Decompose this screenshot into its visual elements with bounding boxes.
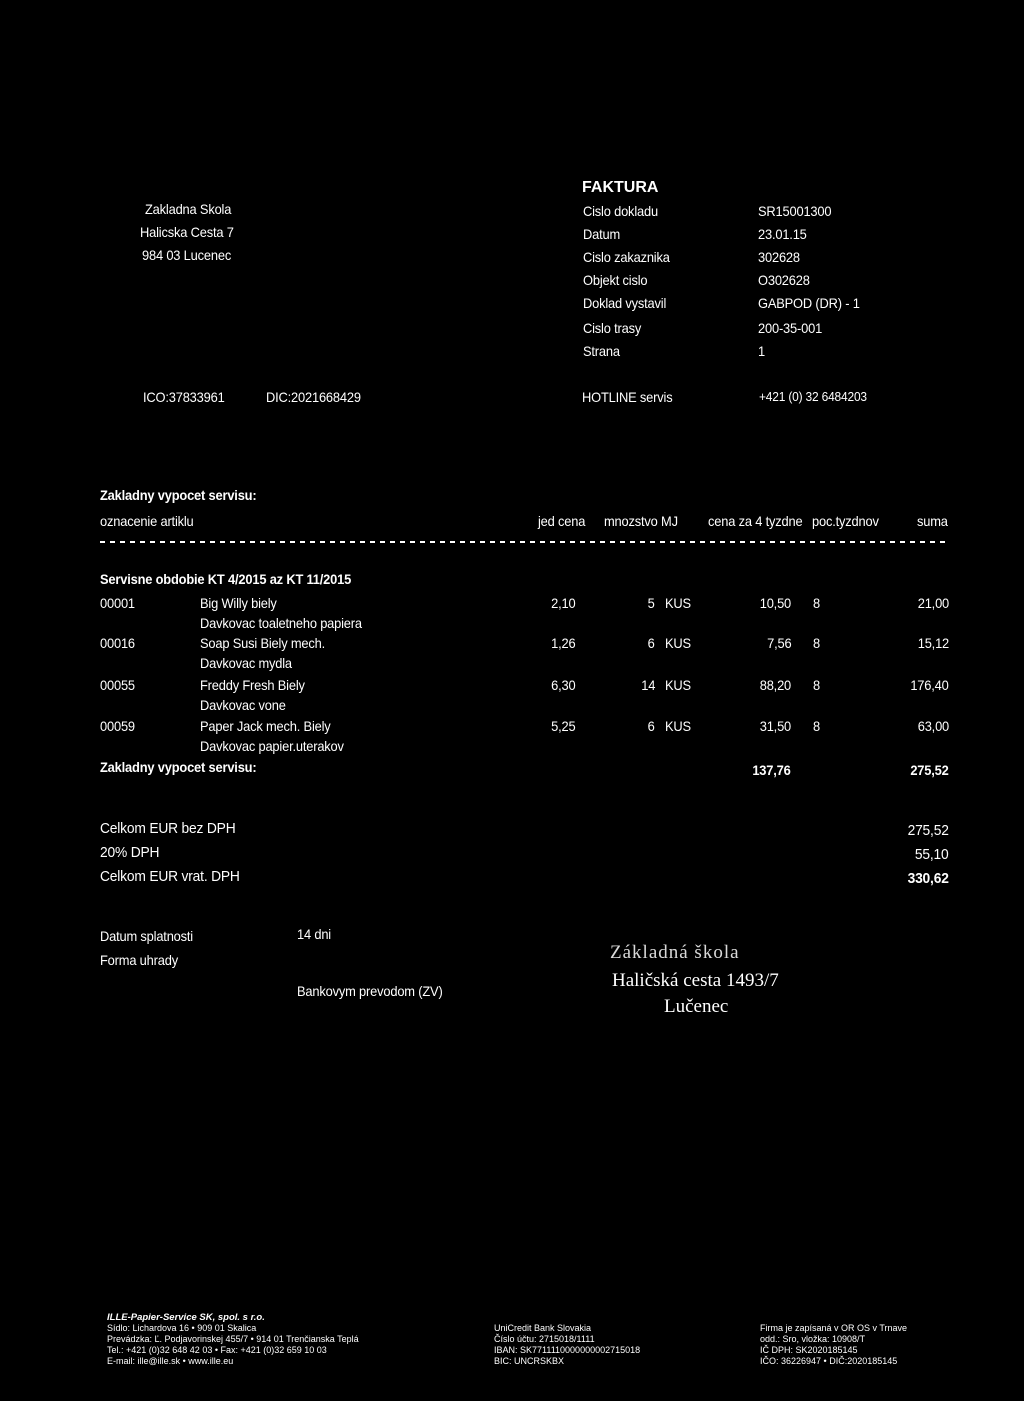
field-label: Objekt cislo <box>583 272 648 288</box>
footer-company-line: Prevádzka: Ľ. Podjavorinskej 455/7 • 914 01 Trenčianska Teplá <box>107 1334 359 1344</box>
field-value: 1 <box>758 343 765 359</box>
field-label: Strana <box>583 343 620 359</box>
section-total-sum: 275,52 <box>910 762 949 778</box>
recipient-city: 984 03 Lucenec <box>142 247 232 263</box>
due-value: 14 dni <box>297 926 331 942</box>
item-unit-price: 2,10 <box>550 595 575 611</box>
item-unit-price: 6,30 <box>550 677 575 693</box>
footer-company-line: Sídlo: Lichardova 16 • 909 01 Skalica <box>107 1323 257 1333</box>
stamp-line-1: Základná škola <box>610 942 740 963</box>
service-period: Servisne obdobie KT 4/2015 az KT 11/2015 <box>100 571 352 587</box>
item-qty: 6 <box>648 718 655 734</box>
dashed-divider <box>100 541 950 543</box>
item-qty: 5 <box>648 595 655 611</box>
field-value: GABPOD (DR) - 1 <box>758 295 860 311</box>
total-label: 20% DPH <box>100 844 160 861</box>
footer-company-name: ILLE-Papier-Service SK, spol. s r.o. <box>107 1312 265 1323</box>
footer-bank-line: IBAN: SK7711110000000002715018 <box>494 1345 641 1355</box>
field-label: Cislo dokladu <box>583 203 658 219</box>
item-price4w: 31,50 <box>759 718 791 734</box>
item-mj: KUS <box>665 595 691 611</box>
item-price4w: 10,50 <box>759 595 791 611</box>
item-desc: Davkovac vone <box>200 697 286 713</box>
total-value: 330,62 <box>907 870 949 887</box>
header-price4w: cena za 4 tyzdne <box>708 513 803 529</box>
item-weeks: 8 <box>813 718 820 734</box>
item-price4w: 88,20 <box>759 677 791 693</box>
field-label: Doklad vystavil <box>583 295 667 311</box>
item-unit-price: 5,25 <box>550 718 575 734</box>
hotline-label: HOTLINE servis <box>582 389 673 405</box>
item-weeks: 8 <box>813 635 820 651</box>
item-qty: 6 <box>648 635 655 651</box>
item-weeks: 8 <box>813 595 820 611</box>
field-value: SR15001300 <box>758 203 832 219</box>
header-article: oznacenie artiklu <box>100 513 194 529</box>
method-value: Bankovym prevodom (ZV) <box>297 983 443 999</box>
field-value: 200-35-001 <box>758 320 823 336</box>
field-value: 23.01.15 <box>758 226 807 242</box>
item-sum: 15,12 <box>917 635 949 651</box>
recipient-dic: DIC:2021668429 <box>266 389 361 405</box>
item-desc: Davkovac papier.uterakov <box>200 738 344 754</box>
recipient-street: Halicska Cesta 7 <box>140 224 234 240</box>
total-value: 275,52 <box>907 822 949 839</box>
item-sum: 176,40 <box>910 677 949 693</box>
field-label: Cislo zakaznika <box>583 249 670 265</box>
section-title: Zakladny vypocet servisu: <box>100 487 257 503</box>
item-name: Soap Susi Biely mech. <box>200 635 326 651</box>
method-label: Forma uhrady <box>100 952 178 968</box>
item-name: Freddy Fresh Biely <box>200 677 305 693</box>
section-total-price4w: 137,76 <box>752 762 791 778</box>
item-sum: 63,00 <box>917 718 949 734</box>
item-name: Big Willy biely <box>200 595 277 611</box>
item-code: 00059 <box>100 718 135 734</box>
stamp-line-3: Lučenec <box>664 996 729 1017</box>
footer-registry-line: Firma je zapísaná v OR OS v Trnave <box>760 1323 908 1333</box>
recipient-ico: ICO:37833961 <box>143 389 225 405</box>
item-mj: KUS <box>665 677 691 693</box>
field-label: Datum <box>583 226 621 242</box>
header-sum: suma <box>917 513 948 529</box>
item-code: 00001 <box>100 595 135 611</box>
header-qty: mnozstvo MJ <box>604 513 678 529</box>
item-code: 00016 <box>100 635 135 651</box>
header-weeks: poc.tyzdnov <box>812 513 879 529</box>
footer-registry-line: IČ DPH: SK2020185145 <box>760 1345 858 1355</box>
footer-company <box>107 1312 359 1367</box>
item-price4w: 7,56 <box>766 635 791 651</box>
footer-company-line: E-mail: ille@ille.sk • www.ille.eu <box>107 1356 234 1366</box>
total-value: 55,10 <box>915 846 949 863</box>
header-unit-price: jed cena <box>538 513 586 529</box>
item-mj: KUS <box>665 718 691 734</box>
footer-bank-line: Číslo účtu: 2715018/1111 <box>494 1334 595 1344</box>
item-code: 00055 <box>100 677 135 693</box>
item-mj: KUS <box>665 635 691 651</box>
item-desc: Davkovac toaletneho papiera <box>200 615 362 631</box>
footer-bank-line: BIC: UNCRSKBX <box>494 1356 565 1366</box>
section-total-label: Zakladny vypocet servisu: <box>100 759 257 775</box>
field-value: O302628 <box>758 272 810 288</box>
total-label: Celkom EUR vrat. DPH <box>100 868 240 885</box>
footer-company-line: Tel.: +421 (0)32 648 42 03 • Fax: +421 (0)32 659 10 03 <box>107 1345 327 1355</box>
field-label: Cislo trasy <box>583 320 642 336</box>
footer-registry-line: IČO: 36226947 • DIČ:2020185145 <box>760 1356 898 1366</box>
footer-registry-line: odd.: Sro, vložka: 10908/T <box>760 1334 866 1344</box>
footer-bank <box>494 1323 640 1367</box>
item-desc: Davkovac mydla <box>200 655 292 671</box>
item-unit-price: 1,26 <box>550 635 575 651</box>
recipient-name: Zakladna Skola <box>145 201 232 217</box>
due-label: Datum splatnosti <box>100 928 193 944</box>
footer-registry <box>760 1323 907 1367</box>
field-value: 302628 <box>758 249 800 265</box>
invoice-title: FAKTURA <box>582 179 659 196</box>
item-sum: 21,00 <box>917 595 949 611</box>
footer-bank-line: UniCredit Bank Slovakia <box>494 1323 592 1333</box>
item-qty: 14 <box>641 677 655 693</box>
hotline-value: +421 (0) 32 6484203 <box>759 389 867 404</box>
total-label: Celkom EUR bez DPH <box>100 820 236 837</box>
item-name: Paper Jack mech. Biely <box>200 718 331 734</box>
item-weeks: 8 <box>813 677 820 693</box>
stamp-line-2: Haličská cesta 1493/7 <box>612 970 779 991</box>
